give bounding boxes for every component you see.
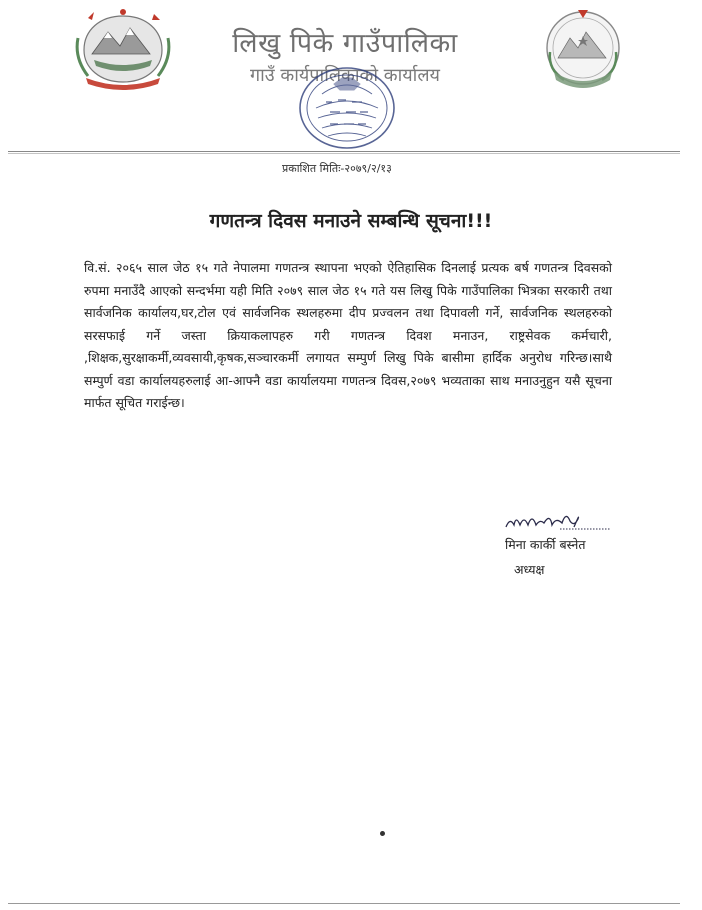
- footer-divider: [8, 903, 680, 904]
- signature-icon: [504, 507, 614, 535]
- signatory-title: अध्यक्ष: [514, 562, 545, 577]
- page-dot: [380, 831, 385, 836]
- notice-title: गणतन्त्र दिवस मनाउने सम्बन्धि सूचना!!!: [209, 210, 493, 232]
- office-subtitle: गाउँ कार्यपालिकाको कार्यालय: [250, 65, 440, 87]
- official-stamp-icon: [296, 64, 398, 152]
- signatory-name: मिना कार्की बस्नेत: [505, 537, 586, 552]
- office-name: लिखु पिके गाउँपालिका: [232, 28, 458, 59]
- header-divider: [8, 151, 680, 152]
- notice-body: वि.सं. २०६५ साल जेठ १५ गते नेपालमा गणतन्त्र स्थापना भएको ऐतिहासिक दिनलाई प्रत्यक बर्ष गणतन्त्र दिवसको रुपमा मनाउँदै आएको सन्दर्भमा यही मिति २०७९ साल जेठ १५ गते यस लिखु पिके गाउँपालिका भित्रका सरकारी तथा सार्वजनिक कार्यालय,घर,टोल एवं सार्वजनिक स्थलहरुमा दीप प्रज्वलन तथा दिपावली गर्ने, सार्वजनिक स्थलहरुको सरसफाई गर्ने जस्ता क्रियाकलापहरु गरी गणतन्त्र दिवश मनाउन, राष्ट्रसेवक कर्मचारी, ,शिक्षक,सुरक्षाकर्मी,व्यवसायी,कृषक,सञ्चारकर्मी लगायत सम्पुर्ण लिखु पिके बासीमा हार्दिक अनुरोध गरिन्छ।साथै सम्पुर्ण वडा कार्यालयहरुलाई आ-आफ्नै वडा कार्यालयमा गणतन्त्र दिवस,२०७९ भव्यताका साथ मनाउनुहुन यसै सूचना मार्फत सूचित गराईन्छ।: [84, 260, 612, 410]
- publish-date: प्रकाशित मितिः-२०७९/२/१३: [282, 162, 392, 175]
- nepal-emblem-icon: [70, 8, 176, 90]
- municipality-logo-icon: [540, 8, 626, 90]
- header-divider-secondary: [8, 153, 680, 154]
